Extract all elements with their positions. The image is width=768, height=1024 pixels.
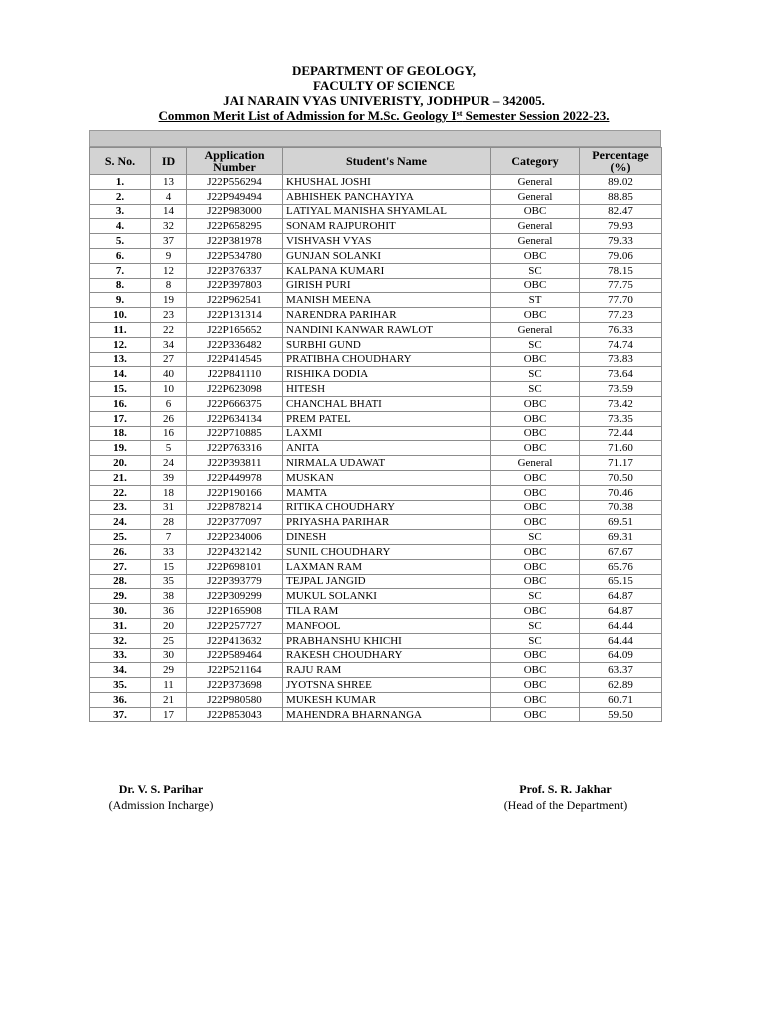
cell-student-name: NIRMALA UDAWAT [283, 456, 491, 471]
cell-id: 18 [151, 485, 187, 500]
cell-serial-number: 10. [90, 308, 151, 323]
cell-student-name: SONAM RAJPUROHIT [283, 219, 491, 234]
cell-application-number: J22P853043 [187, 707, 283, 722]
cell-application-number: J22P377097 [187, 515, 283, 530]
cell-application-number: J22P710885 [187, 426, 283, 441]
cell-percentage: 65.15 [580, 574, 662, 589]
cell-category: SC [491, 633, 580, 648]
cell-id: 8 [151, 278, 187, 293]
table-row [90, 470, 662, 485]
cell-application-number: J22P534780 [187, 248, 283, 263]
table-header-row [90, 148, 662, 175]
table-row [90, 234, 662, 249]
cell-application-number: J22P634134 [187, 411, 283, 426]
signatory-name: Prof. S. R. Jakhar [519, 782, 612, 796]
cell-serial-number: 18. [90, 426, 151, 441]
department-title: DEPARTMENT OF GEOLOGY, [291, 63, 477, 78]
cell-percentage: 70.38 [580, 500, 662, 515]
cell-id: 25 [151, 633, 187, 648]
cell-percentage: 64.87 [580, 604, 662, 619]
cell-student-name: HITESH [283, 382, 491, 397]
cell-application-number: J22P381978 [187, 234, 283, 249]
table-row [90, 618, 662, 633]
cell-category: OBC [491, 426, 580, 441]
table-row [90, 396, 662, 411]
cell-student-name: LAXMI [283, 426, 491, 441]
header-application-line2: Number [213, 160, 256, 174]
cell-serial-number: 31. [90, 618, 151, 633]
cell-serial-number: 17. [90, 411, 151, 426]
table-row [90, 589, 662, 604]
cell-application-number: J22P376337 [187, 263, 283, 278]
cell-category: OBC [491, 678, 580, 693]
table-row [90, 633, 662, 648]
table-row [90, 559, 662, 574]
cell-percentage: 73.59 [580, 382, 662, 397]
cell-percentage: 73.83 [580, 352, 662, 367]
cell-serial-number: 14. [90, 367, 151, 382]
cell-id: 5 [151, 441, 187, 456]
cell-category: OBC [491, 648, 580, 663]
cell-serial-number: 29. [90, 589, 151, 604]
cell-application-number: J22P698101 [187, 559, 283, 574]
cell-percentage: 74.74 [580, 337, 662, 352]
cell-student-name: GUNJAN SOLANKI [283, 248, 491, 263]
cell-category: SC [491, 263, 580, 278]
cell-percentage: 73.35 [580, 411, 662, 426]
cell-percentage: 79.06 [580, 248, 662, 263]
cell-id: 37 [151, 234, 187, 249]
cell-category: OBC [491, 544, 580, 559]
cell-category: ST [491, 293, 580, 308]
cell-percentage: 63.37 [580, 663, 662, 678]
cell-percentage: 64.44 [580, 633, 662, 648]
signature-head-of-department [488, 781, 643, 813]
faculty-title: FACULTY OF SCIENCE [312, 78, 456, 93]
cell-id: 7 [151, 530, 187, 545]
cell-id: 30 [151, 648, 187, 663]
table-row [90, 382, 662, 397]
cell-percentage: 71.17 [580, 456, 662, 471]
table-row [90, 574, 662, 589]
cell-category: OBC [491, 308, 580, 323]
cell-student-name: NANDINI KANWAR RAWLOT [283, 322, 491, 337]
cell-category: OBC [491, 500, 580, 515]
cell-percentage: 64.44 [580, 618, 662, 633]
cell-student-name: LATIYAL MANISHA SHYAMLAL [283, 204, 491, 219]
cell-category: OBC [491, 470, 580, 485]
cell-category: OBC [491, 352, 580, 367]
cell-serial-number: 24. [90, 515, 151, 530]
table-row [90, 707, 662, 722]
cell-category: General [491, 219, 580, 234]
cell-percentage: 88.85 [580, 189, 662, 204]
cell-application-number: J22P190166 [187, 485, 283, 500]
cell-percentage: 62.89 [580, 678, 662, 693]
cell-percentage: 64.87 [580, 589, 662, 604]
cell-application-number: J22P589464 [187, 648, 283, 663]
cell-category: OBC [491, 707, 580, 722]
cell-application-number: J22P131314 [187, 308, 283, 323]
cell-application-number: J22P878214 [187, 500, 283, 515]
table-row [90, 426, 662, 441]
cell-student-name: JYOTSNA SHREE [283, 678, 491, 693]
cell-application-number: J22P623098 [187, 382, 283, 397]
cell-percentage: 77.70 [580, 293, 662, 308]
cell-application-number: J22P949494 [187, 189, 283, 204]
cell-category: OBC [491, 396, 580, 411]
cell-application-number: J22P393779 [187, 574, 283, 589]
cell-student-name: DINESH [283, 530, 491, 545]
cell-student-name: VISHVASH VYAS [283, 234, 491, 249]
table-row [90, 648, 662, 663]
cell-percentage: 59.50 [580, 707, 662, 722]
cell-percentage: 72.44 [580, 426, 662, 441]
cell-application-number: J22P234006 [187, 530, 283, 545]
cell-percentage: 67.67 [580, 544, 662, 559]
cell-category: OBC [491, 515, 580, 530]
cell-id: 26 [151, 411, 187, 426]
cell-category: OBC [491, 559, 580, 574]
cell-application-number: J22P432142 [187, 544, 283, 559]
cell-percentage: 64.09 [580, 648, 662, 663]
cell-id: 29 [151, 663, 187, 678]
cell-serial-number: 28. [90, 574, 151, 589]
cell-student-name: LAXMAN RAM [283, 559, 491, 574]
table-row [90, 678, 662, 693]
cell-category: OBC [491, 604, 580, 619]
cell-application-number: J22P980580 [187, 692, 283, 707]
cell-category: SC [491, 337, 580, 352]
cell-student-name: PREM PATEL [283, 411, 491, 426]
cell-id: 14 [151, 204, 187, 219]
header-application-line1: Application [204, 148, 265, 162]
cell-percentage: 82.47 [580, 204, 662, 219]
cell-student-name: TILA RAM [283, 604, 491, 619]
cell-id: 20 [151, 618, 187, 633]
cell-serial-number: 26. [90, 544, 151, 559]
cell-student-name: MANISH MEENA [283, 293, 491, 308]
cell-percentage: 65.76 [580, 559, 662, 574]
cell-student-name: MUKESH KUMAR [283, 692, 491, 707]
cell-student-name: KALPANA KUMARI [283, 263, 491, 278]
cell-id: 19 [151, 293, 187, 308]
cell-serial-number: 35. [90, 678, 151, 693]
cell-category: OBC [491, 204, 580, 219]
cell-id: 39 [151, 470, 187, 485]
cell-student-name: KHUSHAL JOSHI [283, 175, 491, 190]
cell-serial-number: 16. [90, 396, 151, 411]
cell-category: OBC [491, 574, 580, 589]
table-row [90, 604, 662, 619]
cell-id: 21 [151, 692, 187, 707]
cell-category: General [491, 175, 580, 190]
table-row [90, 367, 662, 382]
cell-id: 13 [151, 175, 187, 190]
table-row [90, 248, 662, 263]
merit-list-title [0, 108, 768, 123]
cell-category: General [491, 234, 580, 249]
cell-id: 11 [151, 678, 187, 693]
cell-serial-number: 23. [90, 500, 151, 515]
cell-student-name: RISHIKA DODIA [283, 367, 491, 382]
cell-student-name: ANITA [283, 441, 491, 456]
table-row [90, 352, 662, 367]
cell-serial-number: 19. [90, 441, 151, 456]
signature-admission-incharge [91, 781, 231, 813]
signatory-role: (Admission Incharge) [108, 798, 214, 812]
cell-application-number: J22P521164 [187, 663, 283, 678]
cell-serial-number: 34. [90, 663, 151, 678]
table-row [90, 663, 662, 678]
cell-id: 4 [151, 189, 187, 204]
table-top-band [89, 130, 661, 147]
table-row [90, 692, 662, 707]
cell-application-number: J22P763316 [187, 441, 283, 456]
university-title: JAI NARAIN VYAS UNIVERISTY, JODHPUR – 342005. [223, 93, 545, 108]
cell-application-number: J22P257727 [187, 618, 283, 633]
table-row [90, 219, 662, 234]
cell-application-number: J22P449978 [187, 470, 283, 485]
cell-application-number: J22P309299 [187, 589, 283, 604]
cell-student-name: GIRISH PURI [283, 278, 491, 293]
table-row [90, 189, 662, 204]
cell-category: SC [491, 382, 580, 397]
cell-application-number: J22P397803 [187, 278, 283, 293]
merit-list-title-part1: Common Merit List of Admission for M.Sc. Geology I [158, 108, 457, 123]
cell-percentage: 79.33 [580, 234, 662, 249]
cell-application-number: J22P336482 [187, 337, 283, 352]
header-percentage-line2: (%) [610, 160, 631, 174]
cell-category: SC [491, 618, 580, 633]
cell-student-name: ABHISHEK PANCHAYIYA [283, 189, 491, 204]
merit-table [89, 147, 662, 722]
cell-student-name: PRABHANSHU KHICHI [283, 633, 491, 648]
table-row [90, 411, 662, 426]
cell-serial-number: 2. [90, 189, 151, 204]
cell-serial-number: 13. [90, 352, 151, 367]
cell-serial-number: 32. [90, 633, 151, 648]
header-percentage [580, 148, 662, 175]
cell-percentage: 69.31 [580, 530, 662, 545]
table-row [90, 441, 662, 456]
cell-id: 31 [151, 500, 187, 515]
cell-student-name: SUNIL CHOUDHARY [283, 544, 491, 559]
cell-id: 16 [151, 426, 187, 441]
cell-percentage: 78.15 [580, 263, 662, 278]
cell-category: General [491, 322, 580, 337]
cell-serial-number: 9. [90, 293, 151, 308]
cell-student-name: RAJU RAM [283, 663, 491, 678]
cell-percentage: 76.33 [580, 322, 662, 337]
table-row [90, 308, 662, 323]
cell-id: 10 [151, 382, 187, 397]
signatory-name: Dr. V. S. Parihar [118, 782, 204, 796]
cell-percentage: 71.60 [580, 441, 662, 456]
cell-percentage: 79.93 [580, 219, 662, 234]
cell-category: OBC [491, 663, 580, 678]
cell-serial-number: 25. [90, 530, 151, 545]
table-body [90, 175, 662, 722]
header-application-number [187, 148, 283, 175]
cell-percentage: 60.71 [580, 692, 662, 707]
table-row [90, 278, 662, 293]
cell-percentage: 70.50 [580, 470, 662, 485]
cell-serial-number: 8. [90, 278, 151, 293]
cell-serial-number: 11. [90, 322, 151, 337]
cell-id: 24 [151, 456, 187, 471]
cell-student-name: RAKESH CHOUDHARY [283, 648, 491, 663]
cell-serial-number: 37. [90, 707, 151, 722]
cell-application-number: J22P983000 [187, 204, 283, 219]
cell-id: 17 [151, 707, 187, 722]
cell-application-number: J22P962541 [187, 293, 283, 308]
table-row [90, 515, 662, 530]
cell-id: 35 [151, 574, 187, 589]
cell-category: OBC [491, 441, 580, 456]
cell-application-number: J22P841110 [187, 367, 283, 382]
cell-student-name: MUSKAN [283, 470, 491, 485]
cell-serial-number: 15. [90, 382, 151, 397]
cell-id: 33 [151, 544, 187, 559]
cell-student-name: MUKUL SOLANKI [283, 589, 491, 604]
cell-percentage: 77.23 [580, 308, 662, 323]
cell-percentage: 73.42 [580, 396, 662, 411]
table-row [90, 500, 662, 515]
cell-category: General [491, 456, 580, 471]
cell-student-name: NARENDRA PARIHAR [283, 308, 491, 323]
cell-serial-number: 7. [90, 263, 151, 278]
cell-category: OBC [491, 692, 580, 707]
merit-list-title-superscript: st [456, 109, 463, 118]
cell-percentage: 69.51 [580, 515, 662, 530]
cell-application-number: J22P373698 [187, 678, 283, 693]
cell-category: OBC [491, 248, 580, 263]
header-student-name: Student's Name [283, 148, 491, 175]
table-row [90, 263, 662, 278]
document-header [0, 63, 768, 123]
cell-serial-number: 21. [90, 470, 151, 485]
signatory-role: (Head of the Department) [503, 798, 628, 812]
cell-id: 22 [151, 322, 187, 337]
cell-category: General [491, 189, 580, 204]
header-sno: S. No. [90, 148, 151, 175]
cell-category: SC [491, 367, 580, 382]
cell-id: 6 [151, 396, 187, 411]
cell-serial-number: 12. [90, 337, 151, 352]
cell-student-name: MAMTA [283, 485, 491, 500]
cell-id: 15 [151, 559, 187, 574]
cell-serial-number: 27. [90, 559, 151, 574]
cell-id: 36 [151, 604, 187, 619]
table-row [90, 485, 662, 500]
cell-student-name: RITIKA CHOUDHARY [283, 500, 491, 515]
cell-student-name: SURBHI GUND [283, 337, 491, 352]
cell-category: SC [491, 589, 580, 604]
cell-percentage: 89.02 [580, 175, 662, 190]
cell-student-name: TEJPAL JANGID [283, 574, 491, 589]
table-row [90, 175, 662, 190]
cell-application-number: J22P556294 [187, 175, 283, 190]
cell-id: 28 [151, 515, 187, 530]
cell-application-number: J22P413632 [187, 633, 283, 648]
cell-percentage: 70.46 [580, 485, 662, 500]
cell-percentage: 73.64 [580, 367, 662, 382]
cell-serial-number: 5. [90, 234, 151, 249]
cell-category: SC [491, 530, 580, 545]
cell-percentage: 77.75 [580, 278, 662, 293]
cell-student-name: PRIYASHA PARIHAR [283, 515, 491, 530]
table-row [90, 204, 662, 219]
cell-serial-number: 4. [90, 219, 151, 234]
cell-id: 38 [151, 589, 187, 604]
cell-serial-number: 3. [90, 204, 151, 219]
cell-id: 27 [151, 352, 187, 367]
merit-list-title-part2: Semester Session 2022-23. [462, 108, 610, 123]
table-row [90, 456, 662, 471]
cell-category: OBC [491, 411, 580, 426]
cell-serial-number: 36. [90, 692, 151, 707]
cell-id: 12 [151, 263, 187, 278]
cell-student-name: MANFOOL [283, 618, 491, 633]
cell-application-number: J22P658295 [187, 219, 283, 234]
cell-application-number: J22P165652 [187, 322, 283, 337]
table-row [90, 544, 662, 559]
cell-id: 32 [151, 219, 187, 234]
cell-application-number: J22P393811 [187, 456, 283, 471]
cell-application-number: J22P414545 [187, 352, 283, 367]
cell-id: 9 [151, 248, 187, 263]
cell-student-name: PRATIBHA CHOUDHARY [283, 352, 491, 367]
cell-id: 40 [151, 367, 187, 382]
cell-serial-number: 1. [90, 175, 151, 190]
cell-serial-number: 33. [90, 648, 151, 663]
cell-student-name: MAHENDRA BHARNANGA [283, 707, 491, 722]
cell-serial-number: 6. [90, 248, 151, 263]
cell-serial-number: 30. [90, 604, 151, 619]
header-percentage-line1: Percentage [592, 148, 649, 162]
table-row [90, 322, 662, 337]
cell-serial-number: 20. [90, 456, 151, 471]
cell-serial-number: 22. [90, 485, 151, 500]
cell-category: OBC [491, 278, 580, 293]
table-row [90, 530, 662, 545]
header-id: ID [151, 148, 187, 175]
cell-application-number: J22P666375 [187, 396, 283, 411]
cell-student-name: CHANCHAL BHATI [283, 396, 491, 411]
table-row [90, 337, 662, 352]
cell-id: 23 [151, 308, 187, 323]
cell-id: 34 [151, 337, 187, 352]
cell-application-number: J22P165908 [187, 604, 283, 619]
cell-category: OBC [491, 485, 580, 500]
table-row [90, 293, 662, 308]
header-category: Category [491, 148, 580, 175]
